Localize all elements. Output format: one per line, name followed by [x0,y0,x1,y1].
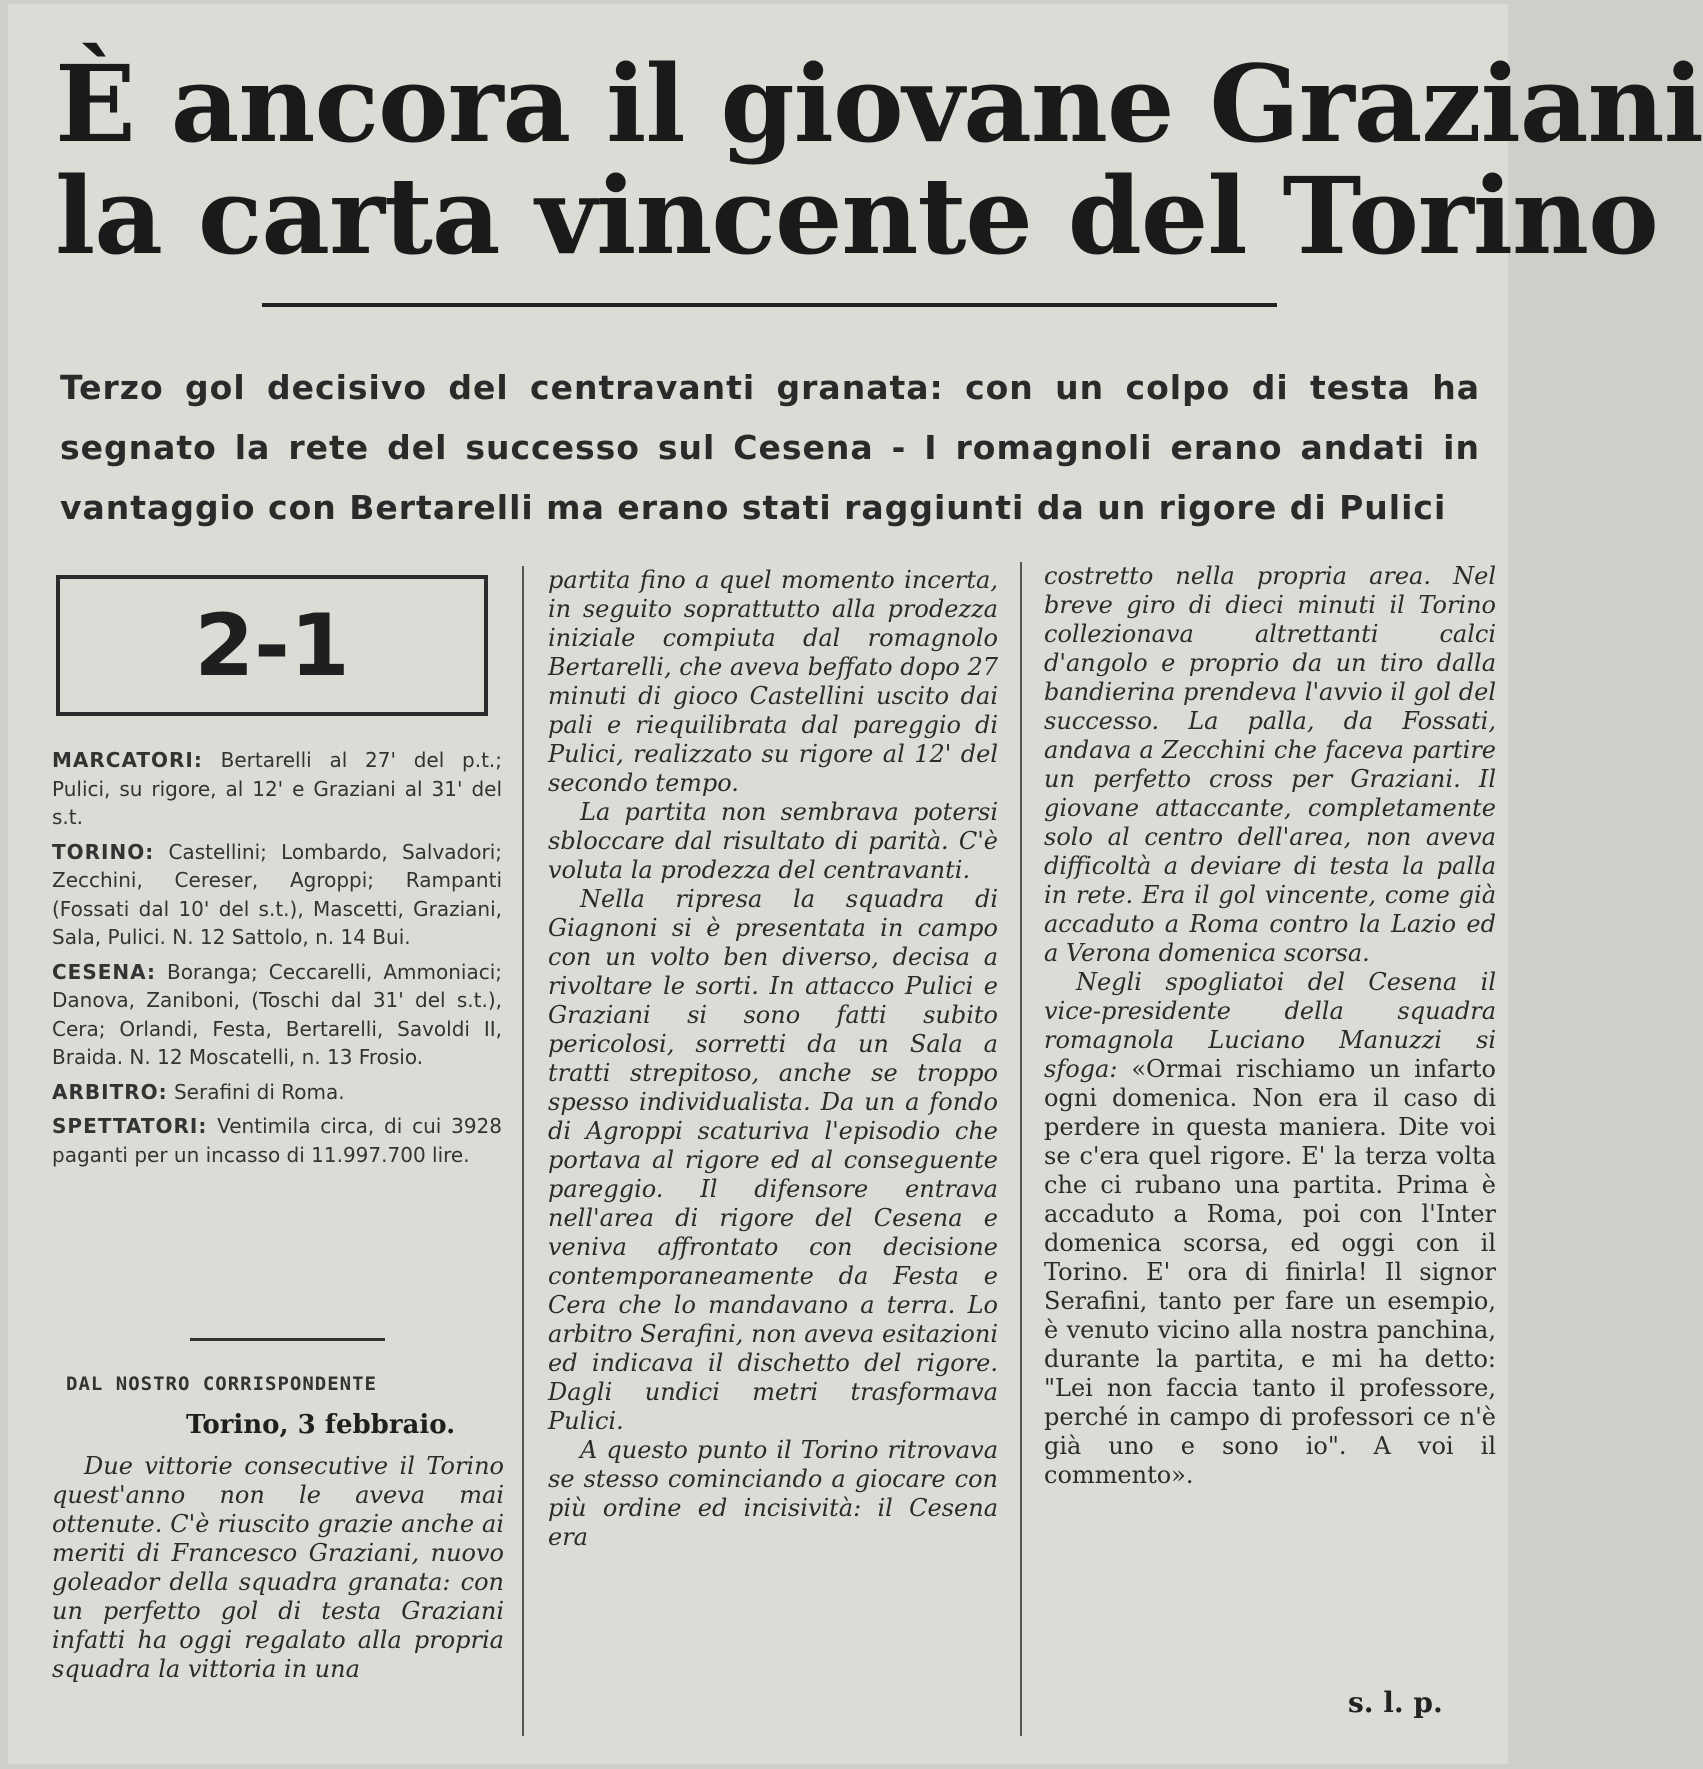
headline-line-2: la carta vincente del Torino [55,153,1658,278]
final-score: 2-1 [194,595,350,696]
stat-text: Ventimila circa, di cui 3928 paganti per un incasso di 11.997.700 lire. [52,1114,502,1167]
stat-text: Bertarelli al 27' del p.t.; Pulici, su rigore, al 12' e Graziani al 31' del s.t. [52,748,503,829]
quote: «Ormai rischiamo un infarto ogni domenica. Non era il caso di perdere in questa maniera. Dite voi se c'era quel rigore. E' la terza volta che ci rubano una partita. Prima è accaduto a Roma, poi con l'Inter domenica scorsa, ed oggi con il Torino. E' ora di finirla! Il signor Serafini, tanto per fare un esempio, è venuto vicino alla nostra panchina, durante la partita, e mi ha detto: "Lei non faccia tanto il professore, perché in campo di professori ce n'è già uno e sono io". A voi il commento». [1044,1055,1496,1489]
author-initials: s. l. p. [1348,1686,1443,1719]
stat-scorers [52,746,502,832]
stat-label: MARCATORI: [52,748,203,772]
stat-referee [52,1078,502,1107]
article-column-2 [548,566,998,1552]
article-paragraph: A questo punto il Torino ritrovava se stesso cominciando a giocare con più ordine ed incisività: il Cesena era [548,1436,998,1551]
stat-label: CESENA: [52,959,156,984]
article-paragraph: Due vittorie consecutive il Torino quest'anno non le aveva mai ottenute. C'è riuscito grazie anche ai meriti di Francesco Graziani, nuovo goleador della squadra granata: con un perfetto gol di testa Graziani infatti ha oggi regalato alla propria squadra la vittoria in una [52,1452,504,1683]
stat-label: SPETTATORI: [52,1114,208,1138]
article-paragraph [1044,968,1496,1490]
stat-text: Boranga; Ceccarelli, Ammoniaci; Danova, Zaniboni, (Toschi dal 31' del s.t.), Cera; Orlandi, Festa, Bertarelli, Savoldi II, Braida. N. 12 Moscatelli, n. 13 Frosio. [52,959,502,1069]
section-divider [190,1338,385,1341]
quote-intro: Negli spogliatoi del Cesena il vice-presidente della squadra romagnola Luciano Manuzzi si sfoga: [1044,968,1496,1083]
article-paragraph: Nella ripresa la squadra di Giagnoni si è presentata in campo con un volto ben diverso, decisa a rivoltare le sorti. In attacco Pulici e Graziani si sono fatti subito pericolosi, sorretti da un Sala a tratti strepitoso, anche se troppo spesso individualista. Da un a fondo di Agroppi scaturiva l'episodio che portava al rigore ed al conseguente pareggio. Il difensore entrava nell'area di rigore del Cesena e veniva affrontato con decisione contemporaneamente da Festa e Cera che lo mandavano a terra. Lo arbitro Serafini, non aveva esitazioni ed indicava il dischetto del rigore. Dagli undici metri trasformava Pulici. [548,885,998,1435]
column-divider [522,566,524,1736]
article-paragraph: partita fino a quel momento incerta, in seguito soprattutto alla prodezza iniziale compiuta dal romagnolo Bertarelli, che aveva beffato dopo 27 minuti di gioco Castellini uscito dai pali e riequilibrata dal pareggio di Pulici, realizzato su rigore al 12' del secondo tempo. [548,566,998,797]
article-column-3 [1044,562,1496,1490]
stat-text: Serafini di Roma. [173,1079,345,1104]
stat-label: ARBITRO: [52,1079,168,1104]
stat-label: TORINO: [52,839,155,864]
score-box [56,575,488,716]
article-paragraph: La partita non sembrava potersi sbloccare dal risultato di parità. C'è voluta la prodezza del centravanti. [548,798,998,884]
article-column-1 [52,1452,504,1684]
stat-text: Castellini; Lombardo, Salvadori; Zecchini, Cereser, Agroppi; Rampanti (Fossati dal 10' del s.t.), Mascetti, Graziani, Sala, Pulici. N. 12 Sattolo, n. 14 Bui. [52,839,503,949]
stat-torino-lineup [52,838,502,952]
headline-rule [262,303,1277,307]
stat-cesena-lineup [52,958,502,1072]
column-divider [1020,562,1022,1736]
stat-spectators [52,1112,502,1169]
headline [55,41,1703,278]
subheadline: Terzo gol decisivo del centravanti granata: con un colpo di testa ha segnato la rete del successo sul Cesena - I romagnoli erano andati in vantaggio con Bertarelli ma erano stati raggiunti da un rigore di Pulici [60,368,1480,527]
headline-line-1: È ancora il giovane Graziani [55,41,1703,166]
byline: DAL NOSTRO CORRISPONDENTE [66,1373,377,1395]
match-stats [52,746,502,1175]
article-paragraph: costretto nella propria area. Nel breve giro di dieci minuti il Torino collezionava altrettanti calci d'angolo e proprio da un tiro dalla bandierina prendeva l'avvio il gol del successo. La palla, da Fossati, andava a Zecchini che faceva partire un perfetto cross per Graziani. Il giovane attaccante, completamente solo al centro dell'area, non aveva difficoltà a deviare di testa la palla in rete. Era il gol vincente, come già accaduto a Roma contro la Lazio ed a Verona domenica scorsa. [1044,562,1496,967]
dateline: Torino, 3 febbraio. [186,1410,456,1440]
